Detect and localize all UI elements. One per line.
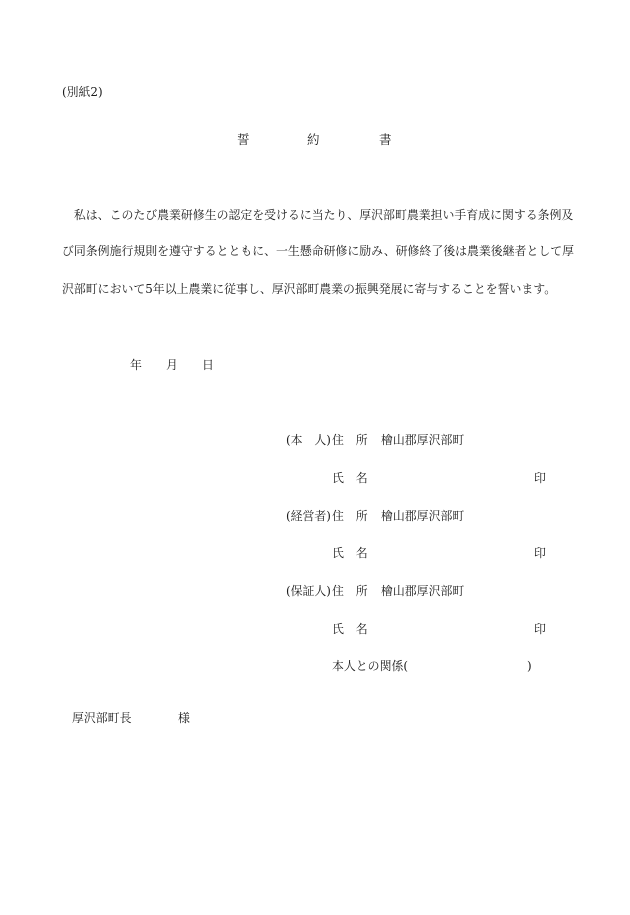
body-line-3: 沢部町において5年以上農業に従事し、厚沢部町農業の振興発展に寄与することを誓います。 bbox=[62, 282, 557, 296]
address-label: 住 所 bbox=[332, 433, 368, 447]
name-label: 氏 名 bbox=[332, 546, 368, 560]
date-month-label: 月 bbox=[166, 358, 178, 372]
signatory-role-manager: (経営者) bbox=[286, 509, 331, 523]
relation-open-paren: ( bbox=[403, 659, 408, 673]
address-label: 住 所 bbox=[332, 584, 368, 598]
name-label: 氏 名 bbox=[332, 471, 368, 485]
date-year-label: 年 bbox=[130, 358, 142, 372]
body-line-2: び同条例施行規則を遵守するとともに、一生懸命研修に励み、研修終了後は農業後継者として厚 bbox=[62, 244, 575, 258]
title-char-2: 約 bbox=[307, 132, 320, 147]
addressee-name: 厚沢部町長 bbox=[72, 711, 132, 725]
relation-close-paren: ) bbox=[527, 659, 532, 673]
relation-label: 本人との関係 bbox=[332, 659, 404, 673]
name-label: 氏 名 bbox=[332, 622, 368, 636]
seal-mark: 印 bbox=[534, 546, 546, 560]
date-day-label: 日 bbox=[202, 358, 214, 372]
address-value: 檜山郡厚沢部町 bbox=[381, 433, 465, 447]
attachment-label: (別紙2) bbox=[62, 85, 103, 99]
address-label: 住 所 bbox=[332, 509, 368, 523]
seal-mark: 印 bbox=[534, 622, 546, 636]
signatory-role-principal: (本 人) bbox=[286, 433, 331, 447]
body-line-1: 私は、このたび農業研修生の認定を受けるに当たり、厚沢部町農業担い手育成に関する条例及 bbox=[62, 208, 574, 222]
title-char-3: 書 bbox=[379, 132, 392, 147]
title-char-1: 誓 bbox=[237, 132, 250, 147]
signatory-role-guarantor: (保証人) bbox=[286, 584, 331, 598]
relation-field bbox=[332, 659, 408, 673]
seal-mark: 印 bbox=[534, 471, 546, 485]
addressee-honorific: 様 bbox=[178, 711, 190, 725]
address-value: 檜山郡厚沢部町 bbox=[381, 584, 465, 598]
address-value: 檜山郡厚沢部町 bbox=[381, 509, 465, 523]
